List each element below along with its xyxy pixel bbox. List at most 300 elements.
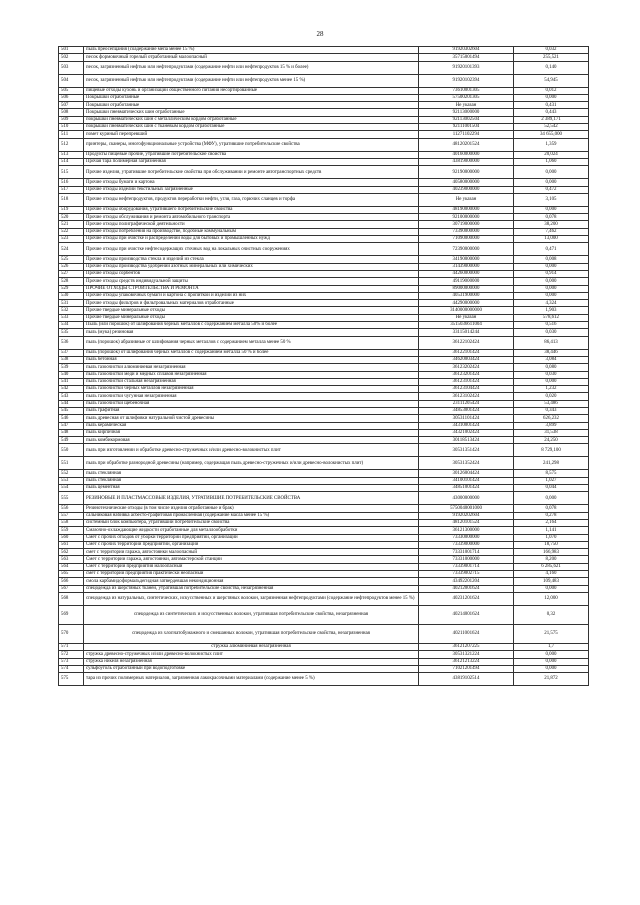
table-row <box>59 429 589 436</box>
waste-amount: 38,446 <box>514 349 589 356</box>
waste-name: пыль комбикормовая <box>84 437 419 444</box>
fkko-code: 34851001424 <box>419 485 514 492</box>
waste-name: пыль керамическая <box>84 422 419 429</box>
fkko-code: Не указан <box>419 102 514 109</box>
row-number: 507 <box>59 102 84 109</box>
fkko-code: 36123101424 <box>419 378 514 385</box>
waste-name: песок формовочный горелый отработанный малоопасный <box>84 54 419 61</box>
row-number: 572 <box>59 651 84 658</box>
table-row <box>59 470 589 477</box>
waste-amount: 2,164 <box>514 519 589 526</box>
row-number: 513 <box>59 151 84 158</box>
waste-name: Прочие изделия, утратившие потребительские свойства при обслуживании и ремонте автотранспортных средств <box>84 166 419 179</box>
table-row <box>59 658 589 665</box>
row-number: 508 <box>59 109 84 116</box>
row-number: 523 <box>59 236 84 243</box>
row-number: 540 <box>59 371 84 378</box>
table-row <box>59 228 589 235</box>
fkko-code: 71090000000 <box>419 236 514 243</box>
waste-name: Прочие отходы изделий текстильных загрязненные <box>84 186 419 193</box>
waste-name: пыль бетонная <box>84 356 419 363</box>
row-number: 514 <box>59 158 84 165</box>
table-row <box>59 673 589 686</box>
row-number: 566 <box>59 578 84 585</box>
waste-name: Прочие отходы при очистке нефтесодержащих сточных вод на локальных очистных сооружениях <box>84 243 419 256</box>
waste-name: Прочие отходы производства удобрений азотных минеральных или химических <box>84 263 419 270</box>
table-row <box>59 400 589 407</box>
waste-amount: 0,000 <box>514 285 589 292</box>
waste-amount: 1,359 <box>514 138 589 151</box>
fkko-code: 73331001714 <box>419 549 514 556</box>
waste-name: стружка никеля незагрязненная <box>84 658 419 665</box>
fkko-code: 30531321224 <box>419 651 514 658</box>
fkko-code: 23111205424 <box>419 400 514 407</box>
waste-register-table <box>58 46 589 686</box>
waste-name: ПРОЧИЕ ОТХОДЫ СТРОИТЕЛЬСТВА И РЕМОНТА <box>84 285 419 292</box>
row-number: 505 <box>59 87 84 94</box>
waste-amount: 31,538 <box>514 429 589 436</box>
fkko-code: 30531352424 <box>419 457 514 470</box>
waste-amount: 1,070 <box>514 534 589 541</box>
row-number: 546 <box>59 415 84 422</box>
table-row <box>59 186 589 193</box>
fkko-code: 3515036611004 <box>419 322 514 329</box>
table-row <box>59 179 589 186</box>
waste-amount: 0,080 <box>514 364 589 371</box>
row-number: 524 <box>59 243 84 256</box>
row-number: 550 <box>59 444 84 457</box>
table-row <box>59 206 589 213</box>
waste-amount: 0,008 <box>514 256 589 263</box>
waste-amount: 4,160 <box>514 571 589 578</box>
waste-name: Покрышки отработанные <box>84 94 419 101</box>
table-row <box>59 371 589 378</box>
table-row <box>59 74 589 87</box>
table-row <box>59 578 589 585</box>
table-row <box>59 444 589 457</box>
waste-amount: 13,000 <box>514 236 589 243</box>
waste-amount: 8 729,100 <box>514 444 589 457</box>
fkko-code: 31439000000 <box>419 263 514 270</box>
fkko-code: 36122101424 <box>419 349 514 356</box>
row-number: 569 <box>59 605 84 624</box>
waste-name: стружка древесно-стружечных и/или древесно-волокнистых плит <box>84 651 419 658</box>
table-row <box>59 151 589 158</box>
fkko-code: 92190000000 <box>419 166 514 179</box>
table-row <box>59 527 589 534</box>
waste-amount: 1,141 <box>514 527 589 534</box>
fkko-code: 43819000000 <box>419 158 514 165</box>
row-number: 521 <box>59 221 84 228</box>
waste-name: Смет с территории предприятия малоопасный <box>84 563 419 570</box>
waste-amount: 12,000 <box>514 592 589 605</box>
waste-amount: 109,483 <box>514 578 589 585</box>
fkko-code: 36123201424 <box>419 371 514 378</box>
fkko-code: 30126004424 <box>419 470 514 477</box>
waste-amount: 0,000 <box>514 166 589 179</box>
fkko-code: 5750040001000 <box>419 505 514 512</box>
row-number: 553 <box>59 477 84 484</box>
table-row <box>59 243 589 256</box>
waste-name: смет с территории предприятия практически неопасный <box>84 571 419 578</box>
fkko-code: 40212001624 <box>419 585 514 592</box>
row-number: 543 <box>59 393 84 400</box>
row-number: 510 <box>59 124 84 131</box>
fkko-code: 91920202604 <box>419 512 514 519</box>
table-row <box>59 477 589 484</box>
row-number: 545 <box>59 407 84 414</box>
fkko-code: 36121213224 <box>419 658 514 665</box>
table-row <box>59 87 589 94</box>
waste-name: пыль (мука) резиновая <box>84 329 419 336</box>
table-row <box>59 292 589 299</box>
table-row <box>59 307 589 314</box>
waste-amount: 0,030 <box>514 371 589 378</box>
fkko-code: 48120101524 <box>419 519 514 526</box>
waste-name: пыль (порошок) от шлифования черных металлов с содержанием металла 50 % и более <box>84 349 419 356</box>
waste-name: смола карбамидоформальдегидная затвердевшая некондиционная <box>84 578 419 585</box>
waste-amount: 0,000 <box>514 492 589 505</box>
waste-amount: 53,486 <box>514 400 589 407</box>
fkko-code: 40211001624 <box>419 624 514 643</box>
waste-name: Прочие отходы средств индивидуальной защиты <box>84 278 419 285</box>
row-number: 544 <box>59 400 84 407</box>
table-row <box>59 314 589 321</box>
waste-amount: 20,024 <box>514 151 589 158</box>
row-number: 525 <box>59 256 84 263</box>
row-number: 541 <box>59 378 84 385</box>
fkko-code: 92113002504 <box>419 116 514 123</box>
fkko-code: 35715001494 <box>419 54 514 61</box>
waste-name: Смет с прочих территорий предприятий, организаций <box>84 541 419 548</box>
waste-name: сульфоуголь отработанный при водоподготовке <box>84 665 419 672</box>
fkko-code: 36123202424 <box>419 364 514 371</box>
waste-amount: 34 655,000 <box>514 131 589 138</box>
waste-name: сальниковая набивка асбесто-графитовая промасленная (содержание масла менее 15 %) <box>84 512 419 519</box>
waste-name: помет куриный перепревший <box>84 131 419 138</box>
waste-name: Покрышки отработанные <box>84 102 419 109</box>
row-number: 502 <box>59 54 84 61</box>
table-row <box>59 386 589 393</box>
table-row <box>59 214 589 221</box>
fkko-code: 91920302604 <box>419 47 514 54</box>
row-number: 562 <box>59 549 84 556</box>
waste-name: Пыль (или порошок) от шлифования черных металлов с содержанием металла 50% и более <box>84 322 419 329</box>
waste-amount: 54,945 <box>514 74 589 87</box>
waste-name: пыль кирпичная <box>84 429 419 436</box>
fkko-code: 73339002715 <box>419 571 514 578</box>
row-number: 528 <box>59 278 84 285</box>
waste-amount: 7,462 <box>514 228 589 235</box>
waste-amount: 86,413 <box>514 336 589 349</box>
waste-name: Прочие отходы нефтепродуктов, продуктов переработки нефти, угля, газа, горючих сланцев и торфа <box>84 193 419 206</box>
waste-name: Прочие отходы обслуживания и ремонта автомобильного транспорта <box>84 214 419 221</box>
row-number: 551 <box>59 457 84 470</box>
waste-amount: 0,000 <box>514 292 589 299</box>
waste-name: пыль графитная <box>84 407 419 414</box>
waste-amount: 1,060 <box>514 158 589 165</box>
waste-name: пыль (порошок) абразивные от шлифования черных металлов с содержанием металла менее 50 % <box>84 336 419 349</box>
table-row <box>59 322 589 329</box>
table-row <box>59 393 589 400</box>
row-number: 506 <box>59 94 84 101</box>
table-row <box>59 556 589 563</box>
fkko-code: 43000000000 <box>419 492 514 505</box>
row-number: 573 <box>59 658 84 665</box>
table-row <box>59 356 589 363</box>
table-row <box>59 263 589 270</box>
row-number: 522 <box>59 228 84 235</box>
waste-name: Продукты пищевые прочие, утратившие потребительские свойства <box>84 151 419 158</box>
waste-name: Прочие отходы упаковочных бумаги и картона с пропиткой и изделий из них <box>84 292 419 299</box>
waste-amount: 4,324 <box>514 300 589 307</box>
row-number: 511 <box>59 131 84 138</box>
waste-name: пыль преосепцания (соадержание мепа менее 15 %) <box>84 47 419 54</box>
row-number: 565 <box>59 571 84 578</box>
waste-name: пыль газоочистки меди и медных сплавов незагрязненная <box>84 371 419 378</box>
waste-amount: 0,278 <box>514 512 589 519</box>
row-number: 527 <box>59 270 84 277</box>
waste-name: пыль газоочистки стальная незагрязненная <box>84 378 419 385</box>
waste-name: Прочие твердые минеральные отходы <box>84 307 419 314</box>
waste-amount: 0,078 <box>514 214 589 221</box>
row-number: 517 <box>59 186 84 193</box>
row-number: 564 <box>59 563 84 570</box>
table-row <box>59 422 589 429</box>
fkko-code: 44290000000 <box>419 300 514 307</box>
table-row <box>59 116 589 123</box>
fkko-code: 73390000000 <box>419 228 514 235</box>
waste-name: пыль при изготовлении и обработке древесно-стружечных и/или древесно-волокнистых плит <box>84 444 419 457</box>
waste-amount: 578,612 <box>514 314 589 321</box>
fkko-code: 73339000000 <box>419 541 514 548</box>
waste-name: Прочие отходы бумаги и картона <box>84 179 419 186</box>
waste-amount: 0,000 <box>514 278 589 285</box>
table-row <box>59 665 589 672</box>
row-number: 526 <box>59 263 84 270</box>
waste-name: пыль газоочистки черных металлов незагрязненная <box>84 386 419 393</box>
waste-name: Смет с прочих отходов от уборки территории предприятий, организаций <box>84 534 419 541</box>
waste-amount: 0,32 <box>514 605 589 624</box>
table-row <box>59 221 589 228</box>
fkko-code: 48120201524 <box>419 138 514 151</box>
waste-name: покрышки пневматических шин с металлическим кордом отработанные <box>84 116 419 123</box>
waste-amount: 21,575 <box>514 624 589 643</box>
table-row <box>59 236 589 243</box>
fkko-code: 40580000000 <box>419 179 514 186</box>
waste-name: Прочие отходы фильтров и фильтровальных материалов отработанные <box>84 300 419 307</box>
waste-name: Резинотехнические отходы (в том числе изделия отработанные и брак) <box>84 505 419 512</box>
table-row <box>59 124 589 131</box>
waste-name: спецодежда из шерстяных тканей, утратившая потребительские свойства, незагрязненная <box>84 585 419 592</box>
waste-amount: 166,983 <box>514 549 589 556</box>
waste-amount: 241,298 <box>514 457 589 470</box>
waste-name: РЕЗИНОВЫЕ И ПЛАСТМАССОВЫЕ ИЗДЕЛИЯ, УТРАТИВШИЕ ПОТРЕБИТЕЛЬСКИЕ СВОЙСТВА <box>84 492 419 505</box>
table-row <box>59 563 589 570</box>
fkko-code: 73339001714 <box>419 563 514 570</box>
waste-amount: 2 389,171 <box>514 116 589 123</box>
row-number: 555 <box>59 492 84 505</box>
waste-amount: 255,521 <box>514 54 589 61</box>
waste-amount: 0,343 <box>514 407 589 414</box>
table-row <box>59 300 589 307</box>
table-row <box>59 571 589 578</box>
waste-amount: 0,431 <box>514 102 589 109</box>
waste-name: пыль газоочистки алюминиевая незагрязненная <box>84 364 419 371</box>
fkko-code: 34310001424 <box>419 422 514 429</box>
fkko-code: 40231201624 <box>419 592 514 605</box>
fkko-code: 40160000000 <box>419 151 514 158</box>
table-row <box>59 541 589 548</box>
fkko-code: 36122102424 <box>419 336 514 349</box>
table-row <box>59 336 589 349</box>
row-number: 518 <box>59 193 84 206</box>
waste-amount: 3,084 <box>514 356 589 363</box>
row-number: 567 <box>59 585 84 592</box>
waste-amount: 0,140 <box>514 61 589 74</box>
waste-amount: 626,232 <box>514 415 589 422</box>
row-number: 530 <box>59 292 84 299</box>
table-row <box>59 437 589 444</box>
waste-amount: 38,200 <box>514 221 589 228</box>
fkko-code: 40239000000 <box>419 186 514 193</box>
table-row <box>59 94 589 101</box>
row-number: 557 <box>59 512 84 519</box>
waste-amount: 0,000 <box>514 585 589 592</box>
fkko-code: 36121207225 <box>419 643 514 650</box>
waste-amount: 0,000 <box>514 206 589 213</box>
table-row <box>59 109 589 116</box>
fkko-code: 40214001624 <box>419 605 514 624</box>
fkko-code: 11271102294 <box>419 131 514 138</box>
fkko-code: 73610001305 <box>419 87 514 94</box>
fkko-code: 34853001424 <box>419 407 514 414</box>
table-row <box>59 415 589 422</box>
waste-name: пищевые отходы кухонь и организаций общественного питания несортированные <box>84 87 419 94</box>
row-number: 568 <box>59 592 84 605</box>
waste-name: покрышки пневматических шин с тканевым кордом отработанные <box>84 124 419 131</box>
table-row <box>59 457 589 470</box>
row-number: 560 <box>59 534 84 541</box>
waste-amount: 0,044 <box>514 485 589 492</box>
fkko-code: 48190000000 <box>419 206 514 213</box>
row-number: 534 <box>59 322 84 329</box>
fkko-code: 30118513424 <box>419 437 514 444</box>
waste-name: Смазочно-охлаждающие жидкости отработанные для металлообработки <box>84 527 419 534</box>
fkko-code: Не указан <box>419 314 514 321</box>
row-number: 574 <box>59 665 84 672</box>
fkko-code: 30531101424 <box>419 415 514 422</box>
table-row <box>59 61 589 74</box>
row-number: 542 <box>59 386 84 393</box>
fkko-code: 92113000000 <box>419 109 514 116</box>
row-number: 536 <box>59 336 84 349</box>
table-row <box>59 47 589 54</box>
waste-name: Прочие отходы потребления на производстве, подобные коммунальным <box>84 228 419 235</box>
row-number: 549 <box>59 437 84 444</box>
table-row <box>59 549 589 556</box>
fkko-code: 34620003424 <box>419 356 514 363</box>
waste-amount: 0,443 <box>514 109 589 116</box>
waste-name: пыль древесная от шлифовки натуральной чистой древесины <box>84 415 419 422</box>
waste-amount: 0,914 <box>514 270 589 277</box>
waste-amount: 0,030 <box>514 329 589 336</box>
row-number: 556 <box>59 505 84 512</box>
table-row <box>59 624 589 643</box>
waste-amount: 8,575 <box>514 470 589 477</box>
row-number: 559 <box>59 527 84 534</box>
waste-amount: 1,903 <box>514 307 589 314</box>
row-number: 547 <box>59 422 84 429</box>
waste-amount: 6 285,621 <box>514 563 589 570</box>
table-row <box>59 651 589 658</box>
waste-amount: 0,000 <box>514 94 589 101</box>
row-number: 575 <box>59 673 84 686</box>
table-row <box>59 166 589 179</box>
row-number: 554 <box>59 485 84 492</box>
waste-name: смет с территории гаража, автостоянки малоопасный <box>84 549 419 556</box>
row-number: 533 <box>59 314 84 321</box>
fkko-code: 34100101424 <box>419 477 514 484</box>
row-number: 571 <box>59 643 84 650</box>
table-body <box>59 47 589 686</box>
row-number: 509 <box>59 116 84 123</box>
waste-amount: 0,000 <box>514 179 589 186</box>
waste-name: Смет с территории гаража, автостоянки, автомастерской станции <box>84 556 419 563</box>
row-number: 501 <box>59 47 84 54</box>
waste-name: принтеры, сканеры, многофункциональные устройства (МФУ), утратившие потребительские свойства <box>84 138 419 151</box>
fkko-code: 43819102514 <box>419 673 514 686</box>
row-number: 519 <box>59 206 84 213</box>
waste-amount: 3,105 <box>514 193 589 206</box>
fkko-code: 36123102424 <box>419 393 514 400</box>
waste-name: Покрышки пневматических шин отработанные <box>84 109 419 116</box>
fkko-code: 30531351424 <box>419 444 514 457</box>
table-row <box>59 278 589 285</box>
table-row <box>59 592 589 605</box>
fkko-code: 30719000000 <box>419 221 514 228</box>
row-number: 552 <box>59 470 84 477</box>
waste-amount: 0,516 <box>514 322 589 329</box>
table-row <box>59 505 589 512</box>
waste-name: Прочие отходы производства стекла и изделий из стекла <box>84 256 419 263</box>
waste-amount: 0,000 <box>514 658 589 665</box>
table-row <box>59 585 589 592</box>
fkko-code: 40531900000 <box>419 292 514 299</box>
fkko-code: 92111001504 <box>419 124 514 131</box>
row-number: 520 <box>59 214 84 221</box>
table-row <box>59 485 589 492</box>
fkko-code: 91920102394 <box>419 74 514 87</box>
page-number: 28 <box>316 30 324 38</box>
fkko-code: 73330000000 <box>419 534 514 541</box>
waste-name: пыль стеклянная <box>84 470 419 477</box>
fkko-code: 3140000000000 <box>419 307 514 314</box>
waste-name: спецодежда из хлопчатобумажного и смешанных волокон, утратившая потребительские свойства, незагрязненная <box>84 624 419 643</box>
table-row <box>59 605 589 624</box>
waste-name: Прочие отходы сорбентов <box>84 270 419 277</box>
table-row <box>59 512 589 519</box>
fkko-code: 49119000000 <box>419 278 514 285</box>
waste-name: спецодежда из синтетических и искусственных волокон, утратившая потребительские свойства, незагрязненная <box>84 605 419 624</box>
waste-amount: 8,200 <box>514 556 589 563</box>
fkko-code: Не указан <box>419 193 514 206</box>
waste-amount: 21,872 <box>514 673 589 686</box>
table-row <box>59 102 589 109</box>
waste-name: Прочие отходы оборудования, утратившего потребительские свойства <box>84 206 419 213</box>
row-number: 512 <box>59 138 84 151</box>
row-number: 535 <box>59 329 84 336</box>
